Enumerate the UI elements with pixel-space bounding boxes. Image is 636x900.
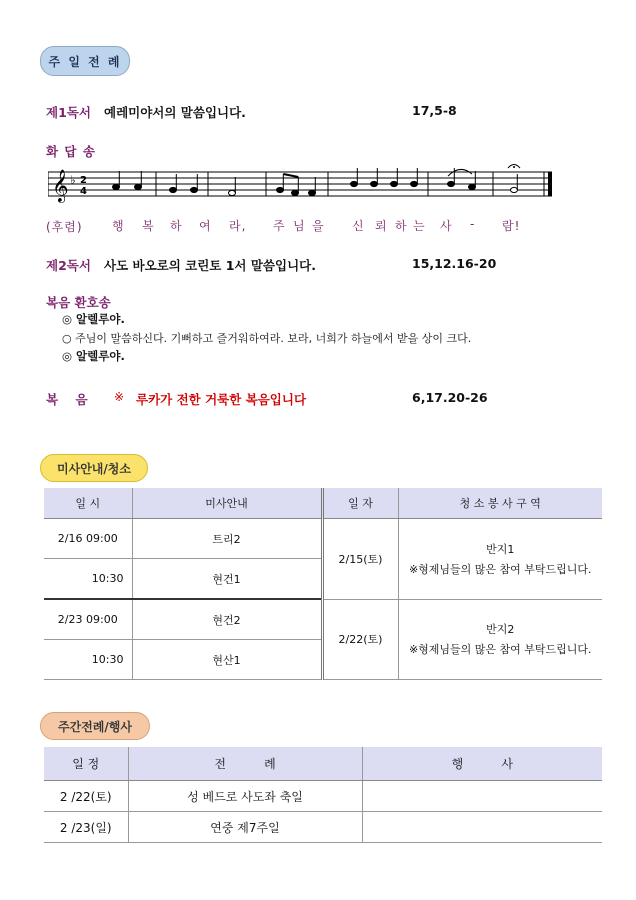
lyric-syllable: 하	[170, 219, 183, 233]
cleaning-area-cell	[398, 519, 602, 600]
liturgy-cell: 성 베드로 사도좌 축일	[128, 781, 362, 812]
second-reading-ref: 15,12.16-20	[412, 256, 497, 271]
table-row	[44, 781, 602, 812]
weekly-table	[44, 747, 602, 843]
schedule-date: 2 /23(일)	[44, 812, 128, 843]
second-reading-label: 제2독서	[46, 258, 91, 273]
cleaning-note: ※형제님들의 많은 참여 부탁드립니다.	[408, 643, 592, 657]
header-cell: 미사안내	[132, 488, 322, 519]
cleaning-day: 2/15(토)	[322, 519, 398, 600]
response-label: (후렴)	[46, 220, 83, 234]
cleaning-day: 2/22(토)	[322, 599, 398, 680]
music-staff	[48, 164, 556, 204]
lyric-syllable: 하	[395, 219, 408, 233]
acclamation-label: 복음 환호송	[46, 295, 111, 310]
mass-date: 10:30	[44, 640, 132, 680]
first-reading-text: 예레미야서의 말씀입니다.	[104, 105, 246, 120]
section-title-weekly: 주간전례/행사	[40, 712, 150, 740]
mass-table	[44, 488, 602, 680]
table-row	[44, 812, 602, 843]
alleluia-line: ◎ 알렐루야.	[62, 349, 125, 363]
gospel-mark: ※	[114, 390, 125, 404]
lyric-syllable: 라,	[229, 219, 247, 233]
event-cell	[362, 812, 602, 843]
first-reading-label: 제1독서	[46, 105, 91, 120]
cleaning-area: 반지1	[486, 542, 515, 556]
header-cell: 일 자	[322, 488, 398, 519]
gospel-ref: 6,17.20-26	[412, 390, 488, 405]
mass-date: 10:30	[44, 559, 132, 600]
lyric-syllable: 여	[199, 219, 212, 233]
section-title-sunday: 주 일 전 례	[40, 46, 130, 76]
mass-date: 2/23 09:00	[44, 599, 132, 640]
mass-assignee: 현건2	[132, 599, 322, 640]
lyric-syllable: 는	[413, 219, 426, 233]
mass-assignee: 현산1	[132, 640, 322, 680]
psalm-label: 화 답 송	[46, 144, 96, 159]
lyric-syllable: 사	[440, 219, 453, 233]
table-row	[44, 599, 602, 640]
lyric-syllable: 님	[293, 219, 306, 233]
lyric-syllable: 행	[112, 219, 125, 233]
alleluia-line: ◎ 알렐루야.	[62, 312, 125, 326]
treble-clef-icon: 𝄞	[52, 169, 69, 202]
gospel-text: 루카가 전한 거룩한 복음입니다	[136, 392, 307, 407]
liturgy-cell: 연중 제7주일	[128, 812, 362, 843]
cleaning-note: ※형제님들의 많은 참여 부탁드립니다.	[408, 562, 592, 576]
mass-assignee: 트리2	[132, 519, 322, 559]
lyric-syllable: 주	[273, 219, 286, 233]
flat-sign-icon: ♭	[70, 173, 76, 187]
svg-text:4: 4	[80, 186, 87, 197]
lyric-syllable: 신	[352, 219, 365, 233]
verse-line: ○ 주님이 말씀하신다. 기뻐하고 즐거워하여라. 보라, 너희가 하늘에서 받을 상이 크다.	[62, 332, 472, 345]
mass-date: 2/16 09:00	[44, 519, 132, 559]
svg-text:2: 2	[80, 175, 87, 186]
lyric-syllable: 뢰	[375, 219, 388, 233]
header-cell: 행 사	[362, 747, 602, 781]
header-cell: 일 정	[44, 747, 128, 781]
cleaning-area-cell	[398, 599, 602, 680]
event-cell	[362, 781, 602, 812]
second-reading-text: 사도 바오로의 코린토 1서 말씀입니다.	[104, 258, 316, 273]
section-title-mass: 미사안내/청소	[40, 454, 148, 482]
mass-assignee: 현건1	[132, 559, 322, 600]
cleaning-area: 반지2	[486, 623, 515, 637]
header-cell: 전 례	[128, 747, 362, 781]
table-row	[44, 519, 602, 559]
gospel-label: 복 음	[46, 392, 88, 407]
lyric-syllable: 을	[312, 219, 325, 233]
lyric-syllable: -	[470, 217, 476, 231]
header-cell: 일 시	[44, 488, 132, 519]
lyric-syllable: 복	[142, 219, 155, 233]
header-cell: 청 소 봉 사 구 역	[398, 488, 602, 519]
schedule-date: 2 /22(토)	[44, 781, 128, 812]
lyric-syllable: 람!	[502, 219, 521, 233]
first-reading-ref: 17,5-8	[412, 103, 457, 118]
